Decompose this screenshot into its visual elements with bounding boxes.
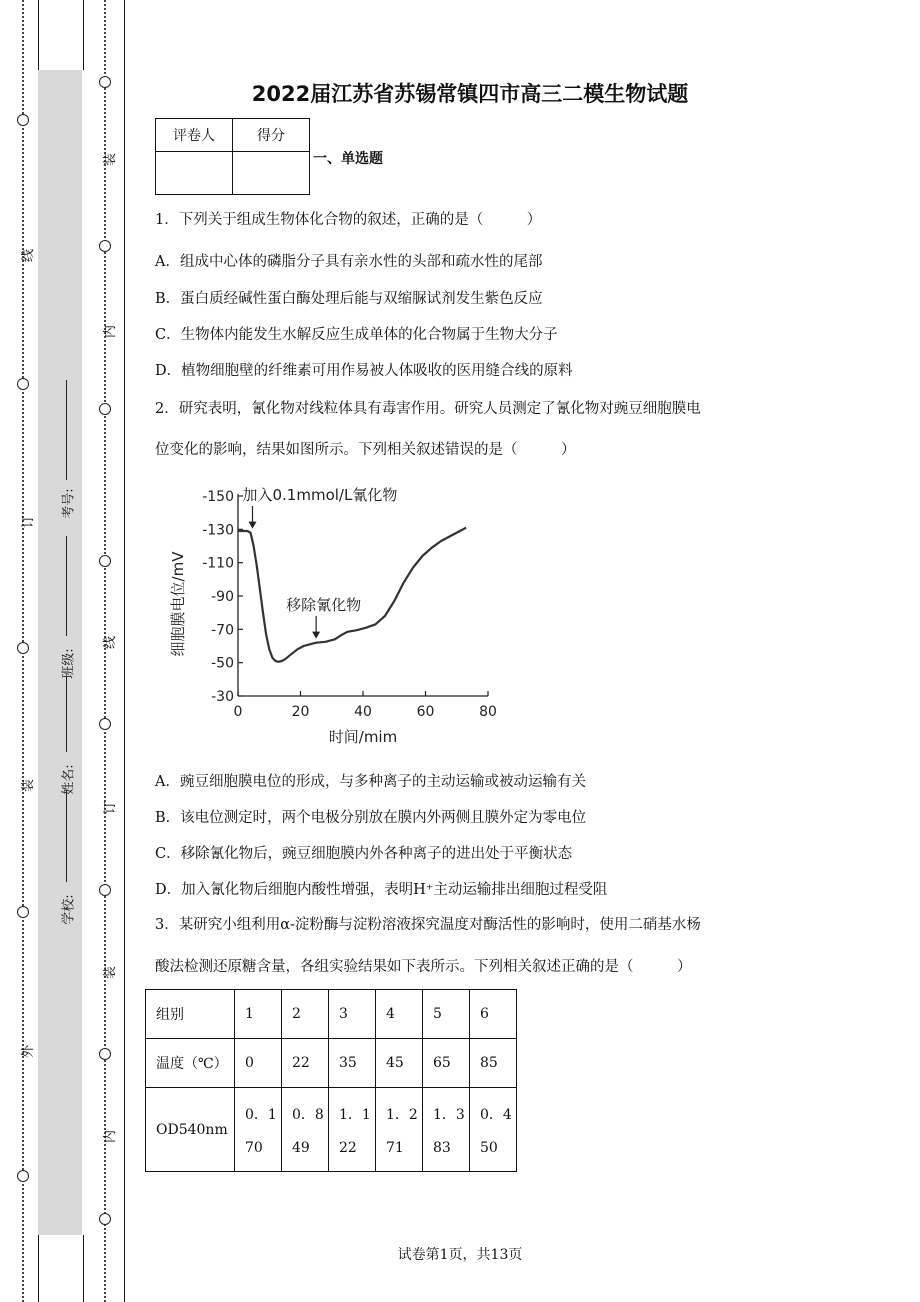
ring-icon: [99, 884, 111, 896]
ring-icon: [99, 555, 111, 567]
table-cell: 温度（℃）: [146, 1039, 235, 1088]
x-tick-label: 60: [416, 704, 435, 720]
ring-icon: [99, 240, 111, 252]
margin-label: 内: [103, 324, 119, 339]
question-2-option-c: C．移除氰化物后，豌豆细胞膜内外各种离子的进出处于平衡状态: [155, 846, 573, 862]
x-tick-label: 80: [479, 704, 497, 720]
annotation-arrow-head: [249, 522, 257, 529]
cell-line: 1．1: [339, 1106, 371, 1123]
question-1-option-c: C．生物体内能发生水解反应生成单体的化合物属于生物大分子: [155, 327, 558, 343]
table-cell: 组别: [146, 990, 235, 1039]
school-field-label: 学校:: [61, 894, 77, 925]
cell-line: 49: [292, 1139, 310, 1156]
ring-icon: [17, 906, 29, 918]
question-1-option-b: B．蛋白质经碱性蛋白酶处理后能与双缩脲试剂发生紫色反应: [155, 291, 543, 307]
grader-cell: [156, 152, 233, 195]
table-cell: 6: [470, 990, 517, 1039]
cell-line: 71: [386, 1139, 404, 1156]
table-cell: [235, 1088, 282, 1172]
table-cell: 45: [376, 1039, 423, 1088]
ring-icon: [17, 1170, 29, 1182]
class-field[interactable]: [66, 536, 67, 636]
ring-icon: [17, 378, 29, 390]
question-1-option-a: A．组成中心体的磷脂分子具有亲水性的头部和疏水性的尾部: [155, 254, 543, 270]
margin-label: 装: [21, 778, 37, 793]
table-cell: 4: [376, 990, 423, 1039]
table-cell: 2: [282, 990, 329, 1039]
question-2-option-d: D．加入氰化物后细胞内酸性增强，表明H⁺主动运输排出细胞过程受阻: [155, 882, 608, 898]
question-3-stem-line-2: 酸法检测还原糖含量，各组实验结果如下表所示。下列相关叙述正确的是（ ）: [155, 959, 692, 975]
ring-icon: [99, 1213, 111, 1225]
table-cell: 35: [329, 1039, 376, 1088]
y-tick-label: -150: [202, 489, 234, 505]
y-tick-label: -70: [211, 622, 234, 639]
page-footer: 试卷第1页，共13页: [397, 1247, 523, 1263]
score-header: 得分: [233, 119, 310, 152]
y-tick-label: -30: [211, 689, 234, 705]
cell-line: 50: [480, 1139, 498, 1156]
margin-label: 订: [103, 800, 119, 815]
table-cell: 0: [235, 1039, 282, 1088]
exam-number-field[interactable]: [66, 380, 67, 480]
margin-band-top: [38, 0, 84, 70]
score-cell: [233, 152, 310, 195]
table-cell: 1: [235, 990, 282, 1039]
ring-icon: [99, 1048, 111, 1060]
margin-label: 线: [103, 635, 119, 650]
margin-label: 线: [21, 248, 37, 263]
cell-line: 22: [339, 1139, 357, 1156]
class-field-label: 班级:: [61, 648, 77, 679]
table-cell: 65: [423, 1039, 470, 1088]
question-2-stem-line-2: 位变化的影响，结果如图所示。下列相关叙述错误的是（ ）: [155, 442, 576, 458]
cell-line: 0．1: [245, 1106, 277, 1123]
enzyme-activity-table: [145, 989, 517, 1172]
table-cell: 85: [470, 1039, 517, 1088]
table-cell: OD540nm: [146, 1088, 235, 1172]
table-cell: [423, 1088, 470, 1172]
question-1-stem: 1．下列关于组成生物体化合物的叙述，正确的是（ ）: [155, 212, 542, 228]
chart-plot-area: [169, 486, 497, 746]
cell-line: 0．8: [292, 1106, 324, 1123]
annotation-arrow-head: [312, 632, 320, 639]
x-tick-label: 20: [291, 704, 310, 720]
table-cell: 5: [423, 990, 470, 1039]
x-axis-label: 时间/mim: [328, 728, 398, 746]
cell-line: 83: [433, 1139, 451, 1156]
name-field[interactable]: [66, 676, 67, 752]
y-axis-label: 细胞膜电位/mV: [169, 551, 187, 657]
y-tick-label: -90: [211, 589, 234, 605]
exam-number-field-label: 考号:: [61, 488, 77, 519]
margin-label: 外: [21, 1044, 37, 1059]
annotation-add-cyanide: 加入0.1mmol/L氰化物: [242, 486, 398, 504]
grader-header: 评卷人: [156, 119, 233, 152]
y-tick-label: -50: [211, 655, 234, 672]
table-cell: [470, 1088, 517, 1172]
y-tick-label: -130: [202, 522, 234, 539]
question-3-stem-line-1: 3．某研究小组利用α-淀粉酶与淀粉溶液探究温度对酶活性的影响时，使用二硝基水杨: [155, 917, 701, 933]
x-tick-label: 40: [354, 704, 372, 720]
table-cell: 3: [329, 990, 376, 1039]
ring-icon: [99, 718, 111, 730]
margin-label: 内: [103, 1129, 119, 1144]
grader-table: [155, 118, 310, 195]
margin-label: 订: [21, 514, 37, 529]
school-field[interactable]: [66, 790, 67, 882]
cell-line: 1．2: [386, 1106, 418, 1123]
ring-icon: [99, 76, 111, 88]
series-line: [238, 528, 466, 662]
margin-border: [124, 0, 125, 1302]
question-2-option-b: B．该电位测定时，两个电极分别放在膜内外两侧且膜外定为零电位: [155, 810, 587, 826]
ring-icon: [17, 114, 29, 126]
question-1-option-d: D．植物细胞壁的纤维素可用作易被人体吸收的医用缝合线的原料: [155, 363, 573, 379]
margin-label: 装: [103, 965, 119, 980]
margin-label: 装: [103, 152, 119, 167]
table-cell: 22: [282, 1039, 329, 1088]
table-cell: [282, 1088, 329, 1172]
cell-line: 70: [245, 1139, 263, 1156]
y-tick-label: -110: [202, 555, 234, 572]
name-field-label: 姓名:: [61, 764, 77, 795]
page-title: 2022届江苏省苏锡常镇四市高三二模生物试题: [251, 82, 689, 106]
ring-icon: [17, 642, 29, 654]
membrane-potential-chart: [150, 478, 510, 750]
annotation-remove-cyanide: 移除氰化物: [286, 596, 362, 614]
section-heading: 一、单选题: [313, 151, 383, 167]
table-cell: [329, 1088, 376, 1172]
cell-line: 1．3: [433, 1106, 465, 1123]
table-cell: [376, 1088, 423, 1172]
cell-line: 0．4: [480, 1106, 512, 1123]
inner-cut-line: [104, 0, 106, 1302]
question-2-stem-line-1: 2．研究表明，氰化物对线粒体具有毒害作用。研究人员测定了氰化物对豌豆细胞膜电: [155, 401, 701, 417]
x-tick-label: 0: [233, 704, 243, 720]
question-2-option-a: A．豌豆细胞膜电位的形成，与多种离子的主动运输或被动运输有关: [155, 774, 586, 790]
ring-icon: [99, 403, 111, 415]
binding-margin: [0, 0, 125, 1302]
